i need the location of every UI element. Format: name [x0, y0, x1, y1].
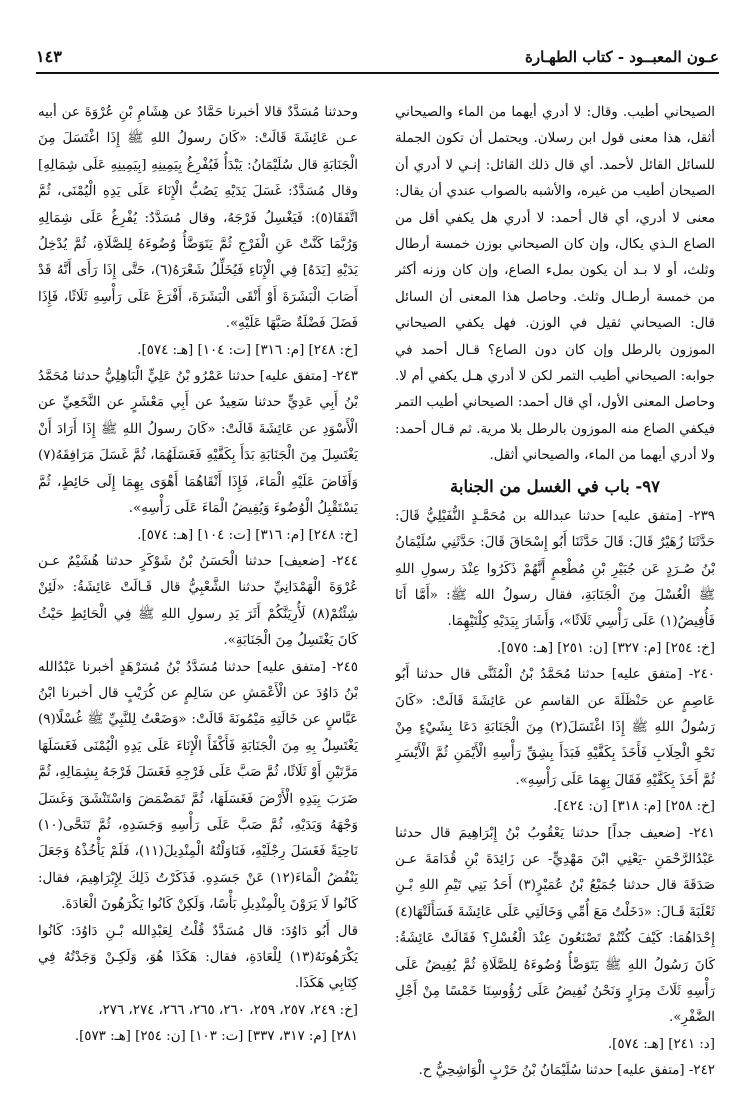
hadith-reference: [خ: ٢٤٨] [م: ٣١٦] [ت: ١٠٤] [هـ: ٥٧٤].	[137, 527, 358, 543]
text-paragraph: ٢٤٢- [متفق عليه] حدثنا سُلَيْمَانُ بْنُ حَرْبٍ الْوَاشِحِيُّ ح.	[418, 1063, 715, 1079]
hadith-reference: [د: ٢٤١] [هـ: ٥٧٤].	[607, 1036, 715, 1052]
left-column	[38, 100, 358, 1085]
hadith-reference: [خ: ٢٥٨] [م: ٣١٨] [ن: ٤٢٤].	[553, 799, 715, 815]
text-paragraph: ٢٤٣- [متفق عليه] حدثنا عَمْرُو بْنُ عَلِيٍّ الْبَاهِلِيُّ حدثنا مُحَمَّدُ بْنُ أَبِي عَدِيٍّ حدثنا سَعِيدٌ عن أَبِي مَعْشَرٍ عن النَّخَعِيِّ عن الْأَسْوَدِ عن عَائِشَةَ قَالَتْ: «كَانَ رسولُ اللهِ ﷺ إِذَا أَرَادَ أَنْ يَغْتَسِلَ مِنَ الْجَنَابَةِ بَدَأَ بِكَفَّيْهِ فَغَسَلَهُمَا، ثُمَّ غَسَلَ مَرَافِقَهُ(٧) وَأَفَاضَ عَلَيْهِ الْمَاءَ، فَإِذَا أَنْقَاهُمَا أَهْوَى بِهِمَا إِلَى حَائِطٍ، ثُمَّ يَسْتَقْبِلُ الْوُضُوءَ وَيُفِيضُ الْمَاءَ عَلَى رَأْسِهِ».	[38, 369, 358, 517]
hadith-reference: [خ: ٢٤٨] [م: ٣١٦] [ت: ١٠٤] [هـ: ٥٧٤].	[137, 342, 358, 358]
hadith-reference: [خ: ٢٤٩، ٢٥٧، ٢٥٩، ٢٦٠، ٢٦٥، ٢٦٦، ٢٧٤، ٢٧٦،	[98, 1002, 358, 1018]
text-paragraph: ٢٤٠- [متفق عليه] حدثنا مُحَمَّدُ بْنُ الْمُثَنَّى قال حدثنا أَبُو عَاصِمٍ عن حَنْظَلَةَ عن القاسمِ عن عَائِشَةَ قَالَتْ: «كَانَ رَسُولُ اللهِ ﷺ إِذَا اغْتَسَلَ(٢) مِنَ الْجَنَابَةِ دَعَا بِشَيْءٍ مِنْ نَحْوِ الْحِلَابِ فَأَخَذَ بِكَفَّيْهِ فَبَدَأَ بِشِقِّ رَأْسِهِ الْأَيْمَنِ ثُمَّ الْأَيْسَرِ ثُمَّ أَخَذَ بِكَفَّيْهِ فَقَالَ بِهِمَا عَلَى رَأْسِهِ».	[395, 667, 715, 788]
hadith-reference: ٢٨١] [م: ٣١٧، ٣٣٧] [ت: ١٠٣] [ن: ٢٥٤] [هـ: ٥٧٣].	[74, 1029, 358, 1045]
hadith-reference: [خ: ٢٥٤] [م: ٣٢٧] [ن: ٢٥١] [هـ: ٥٧٥].	[497, 640, 715, 656]
right-column	[395, 100, 715, 1085]
running-head: عـون المعبــود - كتاب الطهـارة	[525, 48, 719, 66]
text-paragraph: قال أَبُو دَاوُدَ: قال مُسَدَّدٌ قُلْتُ لِعَبْدِالله بْـنِ دَاوُدَ: كَانُوا يَكْرَهُونَهُ(١٣) لِلْعَادَةِ، فقال: هَكَذَا هُوَ، وَلَكِـنْ وَجَدْتُهُ فِي كِتَابِي هَكَذَا.	[38, 923, 358, 992]
text-paragraph: ٢٤١- [ضعيف جداً] حدثنا يَعْقُوبُ بْنُ إِبْرَاهِيمَ قال حدثنا عَبْدُالرَّحْمَنِ -يَعْنِي ابْنَ مَهْدِيٍّ- عن زَائِدَةَ بْنِ قُدَامَةَ عـن صَدَقَةَ قال حدثنا جُمَيْعُ بْنُ عُمَيْرٍ(٣) أَحَدُ بَنِي تَيْمِ اللهِ بْـنِ ثَعْلَبَةَ قَـالَ: «دَخَلْتُ مَعَ أُمِّي وَخَالَتِي عَلَى عَائِشَةَ فَسَأَلَتْهَا(٤) إِحْدَاهُمَا: كَيْفَ كُنْتُمْ تَصْنَعُونَ عِنْدَ الْغُسْلِ؟ فَقَالَتْ عَائِشَةُ: كَانَ رَسُولُ اللهِ ﷺ يَتَوَضَّأُ وُضُوءَهُ لِلصَّلَاةِ ثُمَّ يُفِيضُ عَلَى رَأْسِهِ ثَلَاثَ مِرَارٍ وَنَحْنُ نُفِيضُ عَلَى رُؤُوسِنَا خَمْسًا مِنْ أَجْلِ الضَّفْرِ».	[395, 825, 715, 1026]
text-paragraph: وحدثنا مُسَدَّدٌ قالا أخبرنا حَمَّادٌ عن هِشَامِ بْنِ عُرْوَةَ عن أبيه عـن عَائِشَةَ قَالَتْ: «كَانَ رسولُ اللهِ ﷺ إِذَا اغْتَسَلَ مِنَ الْجَنَابَةِ قال سُلَيْمَانُ: يَبْدَأُ فَيُفْرِغُ بِيَمِينِهِ [بِيَمِينِهِ عَلَى شِمَالِهِ] وقال مُسَدَّدٌ: غَسَلَ يَدَيْهِ يَصُبُّ الْإِنَاءَ عَلَى يَدِهِ الْيُمْنَى، ثُمَّ اتَّفَقَا(٥): فَيَغْسِلُ فَرْجَهُ، وقال مُسَدَّدٌ: يُفْرِغُ عَلَى شِمَالِهِ وَرُبَّمَا كَنَّتْ عَنِ الْفَرْجِ ثُمَّ يَتَوَضَّأُ وُضُوءَهُ لِلصَّلَاةِ، ثُمَّ يُدْخِلُ يَدَيْهِ [يَدَهُ] فِي الْإِنَاءِ فَيُخَلِّلُ شَعْرَهُ(٦)، حَتَّى إِذَا رَأَى أَنَّهُ قَدْ أَصَابَ الْبَشَرَةَ أَوْ أَنْقَى الْبَشَرَةَ، أَفْرَغَ عَلَى رَأْسِهِ ثَلَاثًا، فَإِذَا فَضَلَ فَضْلَةٌ صَبَّهَا عَلَيْهِ».	[38, 105, 358, 332]
page-number: ١٤٣	[36, 47, 62, 66]
text-paragraph: الصيحاني أطيب. وقال: لا أدري أيهما من الماء والصيحاني أثقل، هذا معنى قول ابن رسلان. ويحتمل أن تكون الجملة للسائل القائل لأحمد. أي قال ذلك القائل: إنـي لا أدري أن الصيحان أطيب من غيره، والأشبه بالصواب عندي أن يقال: معنى لا أدري، أي قال أحمد: لا أدري هل يكفي أقل من الصاع الـذي يكال، وإن كان الصيحاني بوزن خمسة أرطال وثلث، أو لا بـد أن يكون بملء الصاع، وإن كان وزنه أكثر من خمسة أرطـال وثلث. وحاصل هذا المعنى أن السائل قال: الصيحاني ثقيل في الوزن. فهل يكفي الصيحاني الموزون بالرطل وإن كان دون الصاع؟ قـال أحمد في جوابه: الصيحاني أطيب التمر لكن لا أدري هـل يكفي أم لا. وحاصل المعنى الأول، أي قال أحمد: الصيحاني أطيب التمر فيكفي الصاع منه الموزون بالرطل بلا مرية. ثم قـال أحمد: ولا أدري أيهما من الماء، والصيحاني أثقل.	[395, 105, 715, 464]
chapter-title: ٩٧- باب في الغسل من الجنابة	[450, 476, 660, 496]
page-header	[36, 44, 719, 74]
text-paragraph: ٢٤٤- [ضعيف] حدثنا الْحَسَنُ بْنُ شَوْكَرٍ حدثنا هُشَيْمٌ عـن عُرْوَةَ الْهَمْدَانِيِّ حدثنا الشَّعْبِيُّ قال قَـالَتْ عَائِشَةُ: «لَئِنْ شِئْتُمْ(٨) لَأُرِيَنَّكُمْ أَثَرَ يَدِ رسولِ اللهِ ﷺ فِي الْحَائِطِ حَيْثُ كَانَ يَغْتَسِلُ مِنَ الْجَنَابَةِ».	[38, 553, 358, 649]
text-paragraph: ٢٣٩- [متفق عليه] حدثنا عبدالله بن مُحَمَّـدٍ النُّفَيْلِيُّ قَالَ: حَدَّثَنَا زُهَيْرٌ قَالَ: قَالَ حَدَّثَنَا أَبُو إِسْحَاقَ قَالَ: حَدَّثَنِي سُلَيْمَانُ بْنُ صُـرَدٍ عَن جُبَيْرِ بْنِ مُطْعِمٍ أَنَّهُمْ ذَكَرُوا عِنْدَ رسولِ اللهِ ﷺ الْغُسْلَ مِنَ الْجَنَابَةِ، فقال رسولُ الله ﷺ: «أَمَّا أَنَا فَأُفِيضُ(١) عَلَى رَأْسِي ثَلَاثًا»، وَأَشَارَ بِيَدَيْهِ كِلْتَيْهِمَا.	[395, 508, 715, 630]
text-paragraph: ٢٤٥- [متفق عليه] حدثنا مُسَدَّدُ بْنُ مُسَرْهَدٍ أخبرنا عَبْدُالله بْنُ دَاوُدَ عن الْأَعْمَشِ عن سَالِمٍ عن كُرَيْبٍ قال أخبرنا ابْنُ عَبَّاسٍ عن خَالَتِهِ مَيْمُونَةَ قَالَتْ: «وَضَعْتُ لِلنَّبِيِّ ﷺ غُسْلًا(٩) يَغْتَسِلُ بِهِ مِنَ الْجَنَابَةِ فَأَكْفَأَ الْإِنَاءَ عَلَى يَدِهِ الْيُمْنَى فَغَسَلَهَا مَرَّتَيْنِ أَوْ ثَلَاثًا، ثُمَّ صَبَّ عَلَى فَرْجِهِ فَغَسَلَ فَرْجَهُ بِشِمَالِهِ، ثُمَّ ضَرَبَ بِيَدِهِ الْأَرْضَ فَغَسَلَهَا، ثُمَّ تَمَضْمَضَ وَاسْتَنْشَقَ وَغَسَلَ وَجْهَهُ وَيَدَيْهِ، ثُمَّ صَبَّ عَلَى رَأْسِهِ وَجَسَدِهِ، ثُمَّ تَنَحَّى(١٠) نَاحِيَةً فَغَسَلَ رِجْلَيْهِ، فَنَاوَلْتُهُ الْمِنْدِيلَ(١١)، فَلَمْ يَأْخُذْهُ وَجَعَلَ يَنْفُضُ الْمَاءَ(١٢) عَنْ جَسَدِهِ. فَذَكَرْتُ ذَلِكَ لِإِبْرَاهِيمَ، فقال: كَانُوا لَا يَرَوْنَ بِالْمِنْدِيلِ بَأْسًا، وَلَكِنْ كَانُوا يَكْرَهُونَ الْعَادَةَ.	[38, 659, 358, 913]
